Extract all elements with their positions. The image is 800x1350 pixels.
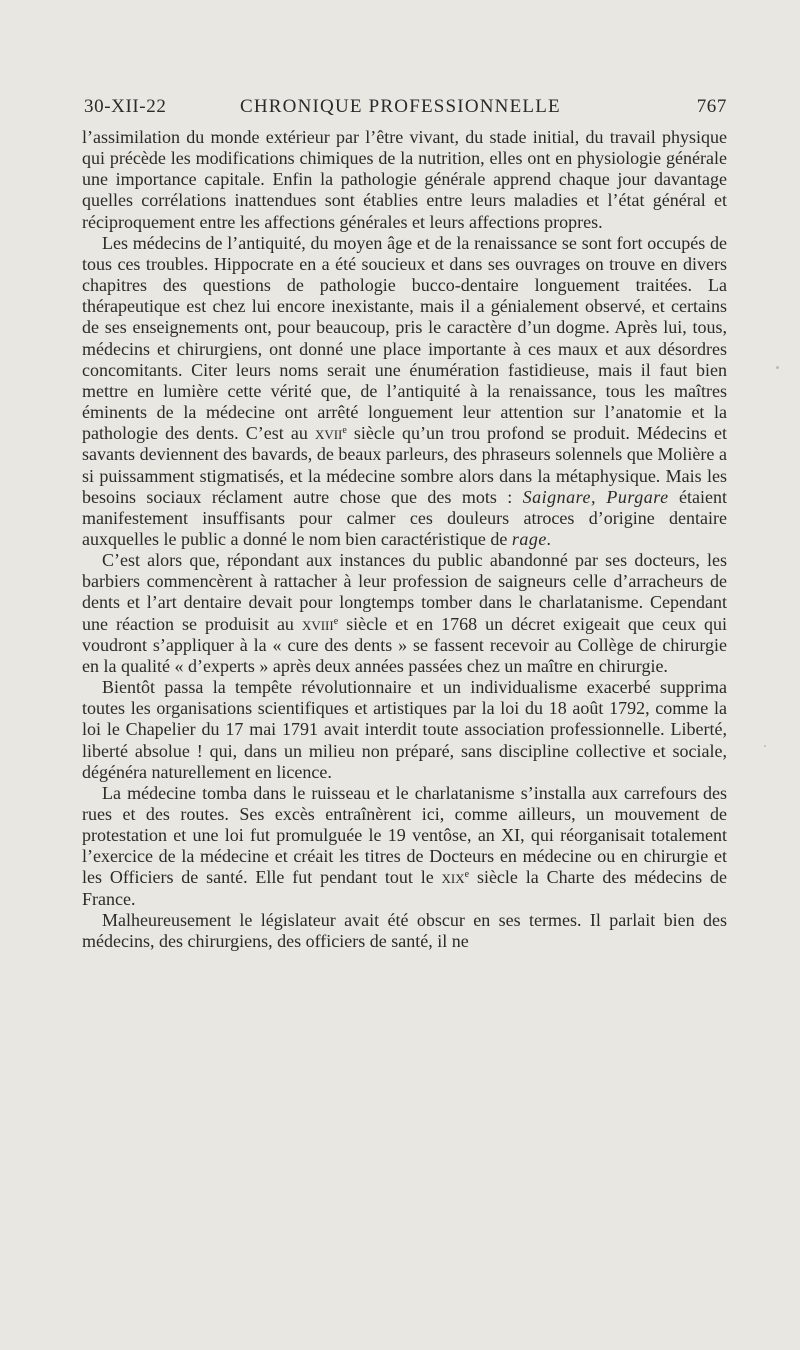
paragraph-2-text-c: étaient manifestement insuffisants pour calmer ces douleurs atroces d’origine dentaire auxquelles le public a donné le nom bien caractéristique de: [82, 486, 727, 549]
section-title: CHRONIQUE PROFESSIONNELLE: [240, 96, 561, 117]
paper-speck: [776, 366, 779, 369]
paragraph-5-text-a: La médecine tomba dans le ruisseau et le charlatanisme s’installa aux carrefours des rues et des routes. Ses excès entraînèrent ici, comme ailleurs, un mouvement de protestation et une loi fut promulguée le 19 ventôse, an XI, qui réorganisait totalement l’exercice de la médecine et créait les titres de Docteurs en médecine ou en chirurgie et les Officiers de santé. Elle fut pendant tout le: [82, 782, 727, 888]
paragraph-2: [82, 233, 727, 550]
paragraph-5-text-b: siècle la Charte des médecins de France.: [82, 867, 727, 909]
paper-speck: [764, 745, 766, 747]
century-suffix: e: [464, 869, 470, 881]
century-numeral: xviii: [301, 613, 334, 634]
paragraph-4: Bientôt passa la tempête révolutionnaire et un individualisme exacerbé supprima toutes les organisations scientifiques et artistiques par la loi du 18 août 1792, comme la loi le Chapelier du 17 mai 1791 avait interdit toute association professionnelle. Liberté, liberté absolue ! qui, dans un milieu non préparé, sans discipline collective et sociale, dégénéra naturellement en licence.: [82, 677, 727, 782]
paragraph-2-text-a: Les médecins de l’antiquité, du moyen âge et de la renaissance se sont fort occupés de tous ces troubles. Hippocrate en a été soucieux et dans ses ouvrages on trouve en divers chapitres des questions de pathologie bucco-dentaire longuement traitées. La thérapeutique est chez lui encore inexistante, mais il a génialement observé, et certains de ses enseignements ont, pour beaucoup, pris le caractère d’un dogme. Après lui, tous, médecins et chirurgiens, ont donné une place importante à ces maux et aux désordres concomitants. Citer leurs noms serait une énumération fastidieuse, mais il faut bien mettre en lumière cette vérité que, de l’antiquité à la renaissance, tous les maîtres éminents de la médecine ont arrêté longuement leur attention sur l’anatomie et la pathologie des dents. C’est au: [82, 232, 727, 444]
paragraph-1: l’assimilation du monde extérieur par l’être vivant, du stade initial, du travail physique qui précède les modifications chimiques de la nutrition, elles ont en physiologie générale une importance capitale. Enfin la pathologie générale apprend chaque jour davantage quelles corrélations inattendues sont établies entre leurs maladies et l’état général et réciproquement entre les affections générales et leurs affections propres.: [82, 127, 727, 232]
italic-saignare: Saignare,: [522, 486, 596, 507]
paragraph-3-text-b: siècle et en 1768 un décret exigeait que ceux qui voudront s’appliquer à la « cure des dents » se fassent recevoir au Collège de chirurgie en la qualité « d’experts » après deux années passées chez un maître en chirurgie.: [82, 613, 727, 676]
century-suffix: e: [333, 615, 339, 627]
italic-rage: rage.: [511, 528, 552, 549]
italic-purgare: Purgare: [606, 486, 669, 507]
paragraph-3: [82, 550, 727, 677]
century-numeral: xix: [441, 867, 465, 888]
issue-date: 30-XII-22: [84, 96, 167, 117]
century-numeral: xvii: [314, 423, 343, 444]
century-suffix: e: [342, 425, 347, 437]
paragraph-5: [82, 783, 727, 910]
running-head: [82, 96, 727, 126]
paragraph-2-text-b: siècle qu’un trou profond se produit. Médecins et savants deviennent des bavards, de beaux parleurs, des phraseurs solennels que Molière a si puissamment stigmatisés, et la médecine sombre alors dans la métaphysique. Mais les besoins sociaux réclament autre chose que des mots :: [82, 423, 727, 507]
paragraph-3-text-a: C’est alors que, répondant aux instances du public abandonné par ses docteurs, les barbiers commencèrent à rattacher à leur profession de saigneurs celle d’arracheurs de dents et l’art dentaire devait pour longtemps tomber dans le charlatanisme. Cependant une réaction se produisit au: [82, 550, 727, 634]
page-number: 767: [696, 96, 727, 117]
article-body: [82, 127, 727, 952]
paragraph-6: Malheureusement le législateur avait été obscur en ses termes. Il parlait bien des médecins, des chirurgiens, des officiers de santé, il ne: [82, 909, 727, 951]
